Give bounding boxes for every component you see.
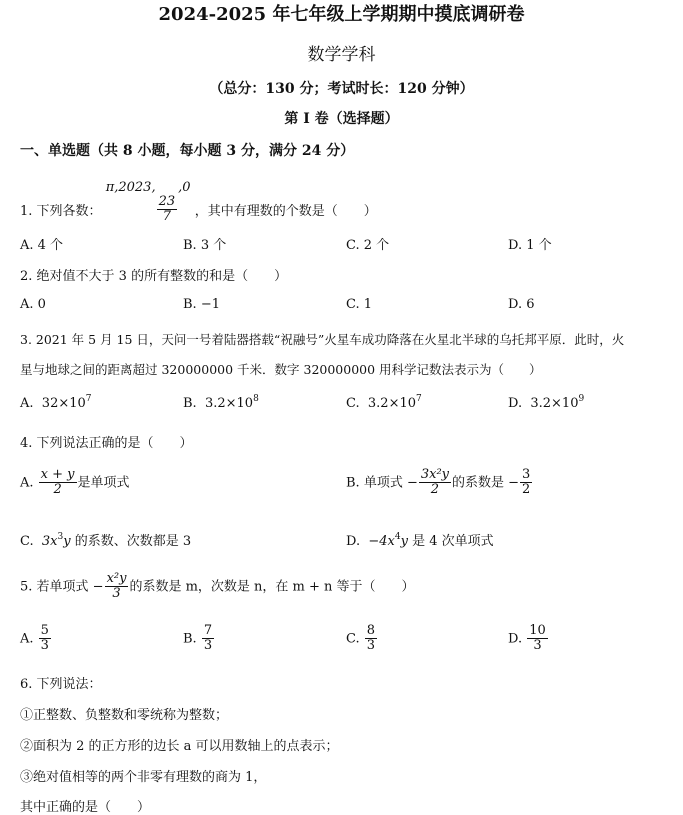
q2-option-d[interactable]: D. 6	[508, 297, 535, 312]
subject-title: 数学学科	[307, 45, 376, 65]
q3-d-label: D.	[508, 396, 523, 411]
q5-d-num: 10	[529, 623, 546, 638]
section-heading: 一、单选题（共 8 小题，每小题 3 分，满分 24 分）	[20, 143, 355, 159]
q4-d-text: 是 4 次单项式	[412, 534, 494, 549]
question-3-line2: 星与地球之间的距离超过 320000000 千米．数字 320000000 用科学记数法表示为（ ）	[20, 362, 542, 377]
q4-a-num: x + y	[40, 467, 75, 482]
question-4: 4. 下列说法正确的是（ ）	[20, 436, 193, 451]
q5-a-den: 3	[40, 638, 49, 654]
question-5	[20, 572, 415, 602]
q3-d-exp: 9	[578, 394, 585, 404]
q5-fraction	[105, 572, 129, 602]
q2-option-a[interactable]: A. 0	[20, 297, 46, 312]
q5-frac-den: 3	[112, 586, 121, 602]
q5-b-fraction	[202, 624, 214, 654]
q4-b-label: B. 单项式 −	[346, 475, 418, 491]
q3-option-a[interactable]	[20, 396, 92, 411]
q4-a-fraction	[39, 468, 77, 498]
q3-option-c[interactable]	[346, 396, 422, 411]
q3-a-label: A.	[20, 396, 34, 411]
q4-b-text: 的系数是 −	[452, 475, 520, 491]
q1-option-a[interactable]: A. 4 个	[20, 238, 64, 253]
q5-d-den: 3	[533, 638, 542, 654]
q4-d-label: D.	[346, 534, 361, 549]
q3-a-exp: 7	[85, 394, 92, 404]
q1-prefix: 1. 下列各数：	[20, 204, 102, 219]
q3-c-value: 3.2×10	[367, 396, 416, 411]
q5-c-fraction	[365, 624, 377, 654]
q1-number-list	[105, 180, 195, 225]
q5-c-label: C.	[346, 631, 360, 647]
q5-option-a[interactable]	[20, 624, 52, 654]
q3-option-d[interactable]	[508, 396, 584, 411]
q5-a-fraction	[39, 624, 51, 654]
q1-fraction	[157, 195, 178, 225]
q3-option-b[interactable]	[183, 396, 259, 411]
q5-c-den: 3	[366, 638, 376, 654]
q4-option-b[interactable]	[346, 468, 533, 498]
question-3-line1: 3. 2021 年 5 月 15 日，天问一号着陆器搭载“祝融号”火星车成功降落在火星北半球的乌托邦平原．此时，火	[20, 332, 625, 347]
q6-statement-2: ②面积为 2 的正方形的边长 a 可以用数轴上的点表示；	[20, 739, 339, 754]
q1-option-d[interactable]: D. 1 个	[508, 238, 552, 253]
question-6: 6. 下列说法：	[20, 677, 102, 692]
q5-a-label: A.	[20, 631, 34, 647]
q4-c-label: C.	[20, 534, 34, 549]
q4-a-label: A.	[20, 475, 34, 491]
q5-option-b[interactable]	[183, 624, 215, 654]
q1-list-b: ,0	[178, 180, 191, 195]
q4-a-den: 2	[53, 482, 62, 498]
q4-a-text: 是单项式	[77, 475, 130, 491]
q5-b-label: B.	[183, 631, 197, 647]
q4-b-den: 2	[430, 482, 440, 498]
q2-option-c[interactable]: C. 1	[346, 297, 373, 312]
q5-d-label: D.	[508, 631, 523, 647]
q3-c-exp: 7	[416, 394, 422, 404]
q3-b-label: B.	[183, 396, 197, 411]
q5-d-fraction	[527, 624, 548, 654]
q5-c-num: 8	[366, 623, 376, 638]
q4-option-d[interactable]	[346, 530, 494, 549]
q5-option-c[interactable]	[346, 624, 378, 654]
q3-b-exp: 8	[253, 394, 259, 404]
q3-b-value: 3.2×10	[204, 396, 254, 411]
q5-b-num: 7	[203, 623, 213, 638]
q5-option-d[interactable]	[508, 624, 549, 654]
q4-d-exp: 4	[394, 532, 401, 542]
q3-a-value: 32×10	[41, 396, 86, 411]
q4-c-term-a: 3x	[41, 534, 58, 549]
q4-d-term-a: −4x	[368, 534, 395, 549]
q3-c-label: C.	[346, 396, 360, 411]
q1-list-a: π,2023,	[105, 180, 156, 195]
question-1	[20, 176, 377, 225]
exam-title: 2024-2025 年七年级上学期期中摸底调研卷	[158, 4, 525, 25]
q5-frac-num: x²y	[106, 571, 127, 586]
exam-info: （总分：130 分；考试时长：120 分钟）	[209, 81, 474, 97]
q4-option-c[interactable]	[20, 530, 191, 549]
question-2: 2. 绝对值不大于 3 的所有整数的和是（ ）	[20, 269, 288, 284]
q1-frac-num: 23	[158, 194, 176, 209]
q3-d-value: 3.2×10	[530, 396, 579, 411]
q4-b-num: 3x²y	[420, 467, 450, 482]
q4-c-term-b: y	[63, 534, 71, 549]
q4-d-term-b: y	[400, 534, 408, 549]
q4-b-fraction-2	[520, 468, 532, 498]
q4-b-num2: 3	[522, 467, 531, 482]
q5-suffix: 的系数是 m，次数是 n，在 m + n 等于（ ）	[129, 579, 415, 595]
q6-statement-3: ③绝对值相等的两个非零有理数的商为 1，	[20, 770, 267, 785]
q4-option-a[interactable]	[20, 468, 130, 498]
q4-b-fraction	[419, 468, 451, 498]
q4-b-den2: 2	[522, 482, 531, 498]
q4-c-text: 的系数、次数都是 3	[74, 534, 192, 549]
q2-option-b[interactable]: B. −1	[183, 297, 220, 312]
q5-prefix: 5. 若单项式 −	[20, 579, 104, 595]
q1-option-b[interactable]: B. 3 个	[183, 238, 227, 253]
q5-b-den: 3	[203, 638, 213, 654]
q1-frac-den: 7	[162, 209, 171, 225]
q6-tail: 其中正确的是（ ）	[20, 800, 151, 815]
q1-option-c[interactable]: C. 2 个	[346, 238, 390, 253]
volume-title: 第 I 卷（选择题）	[284, 111, 399, 127]
q6-statement-1: ①正整数、负整数和零统称为整数；	[20, 708, 229, 723]
q5-a-num: 5	[40, 623, 49, 638]
q1-suffix: ，其中有理数的个数是（ ）	[194, 204, 377, 219]
q4-c-exp: 3	[57, 532, 64, 542]
